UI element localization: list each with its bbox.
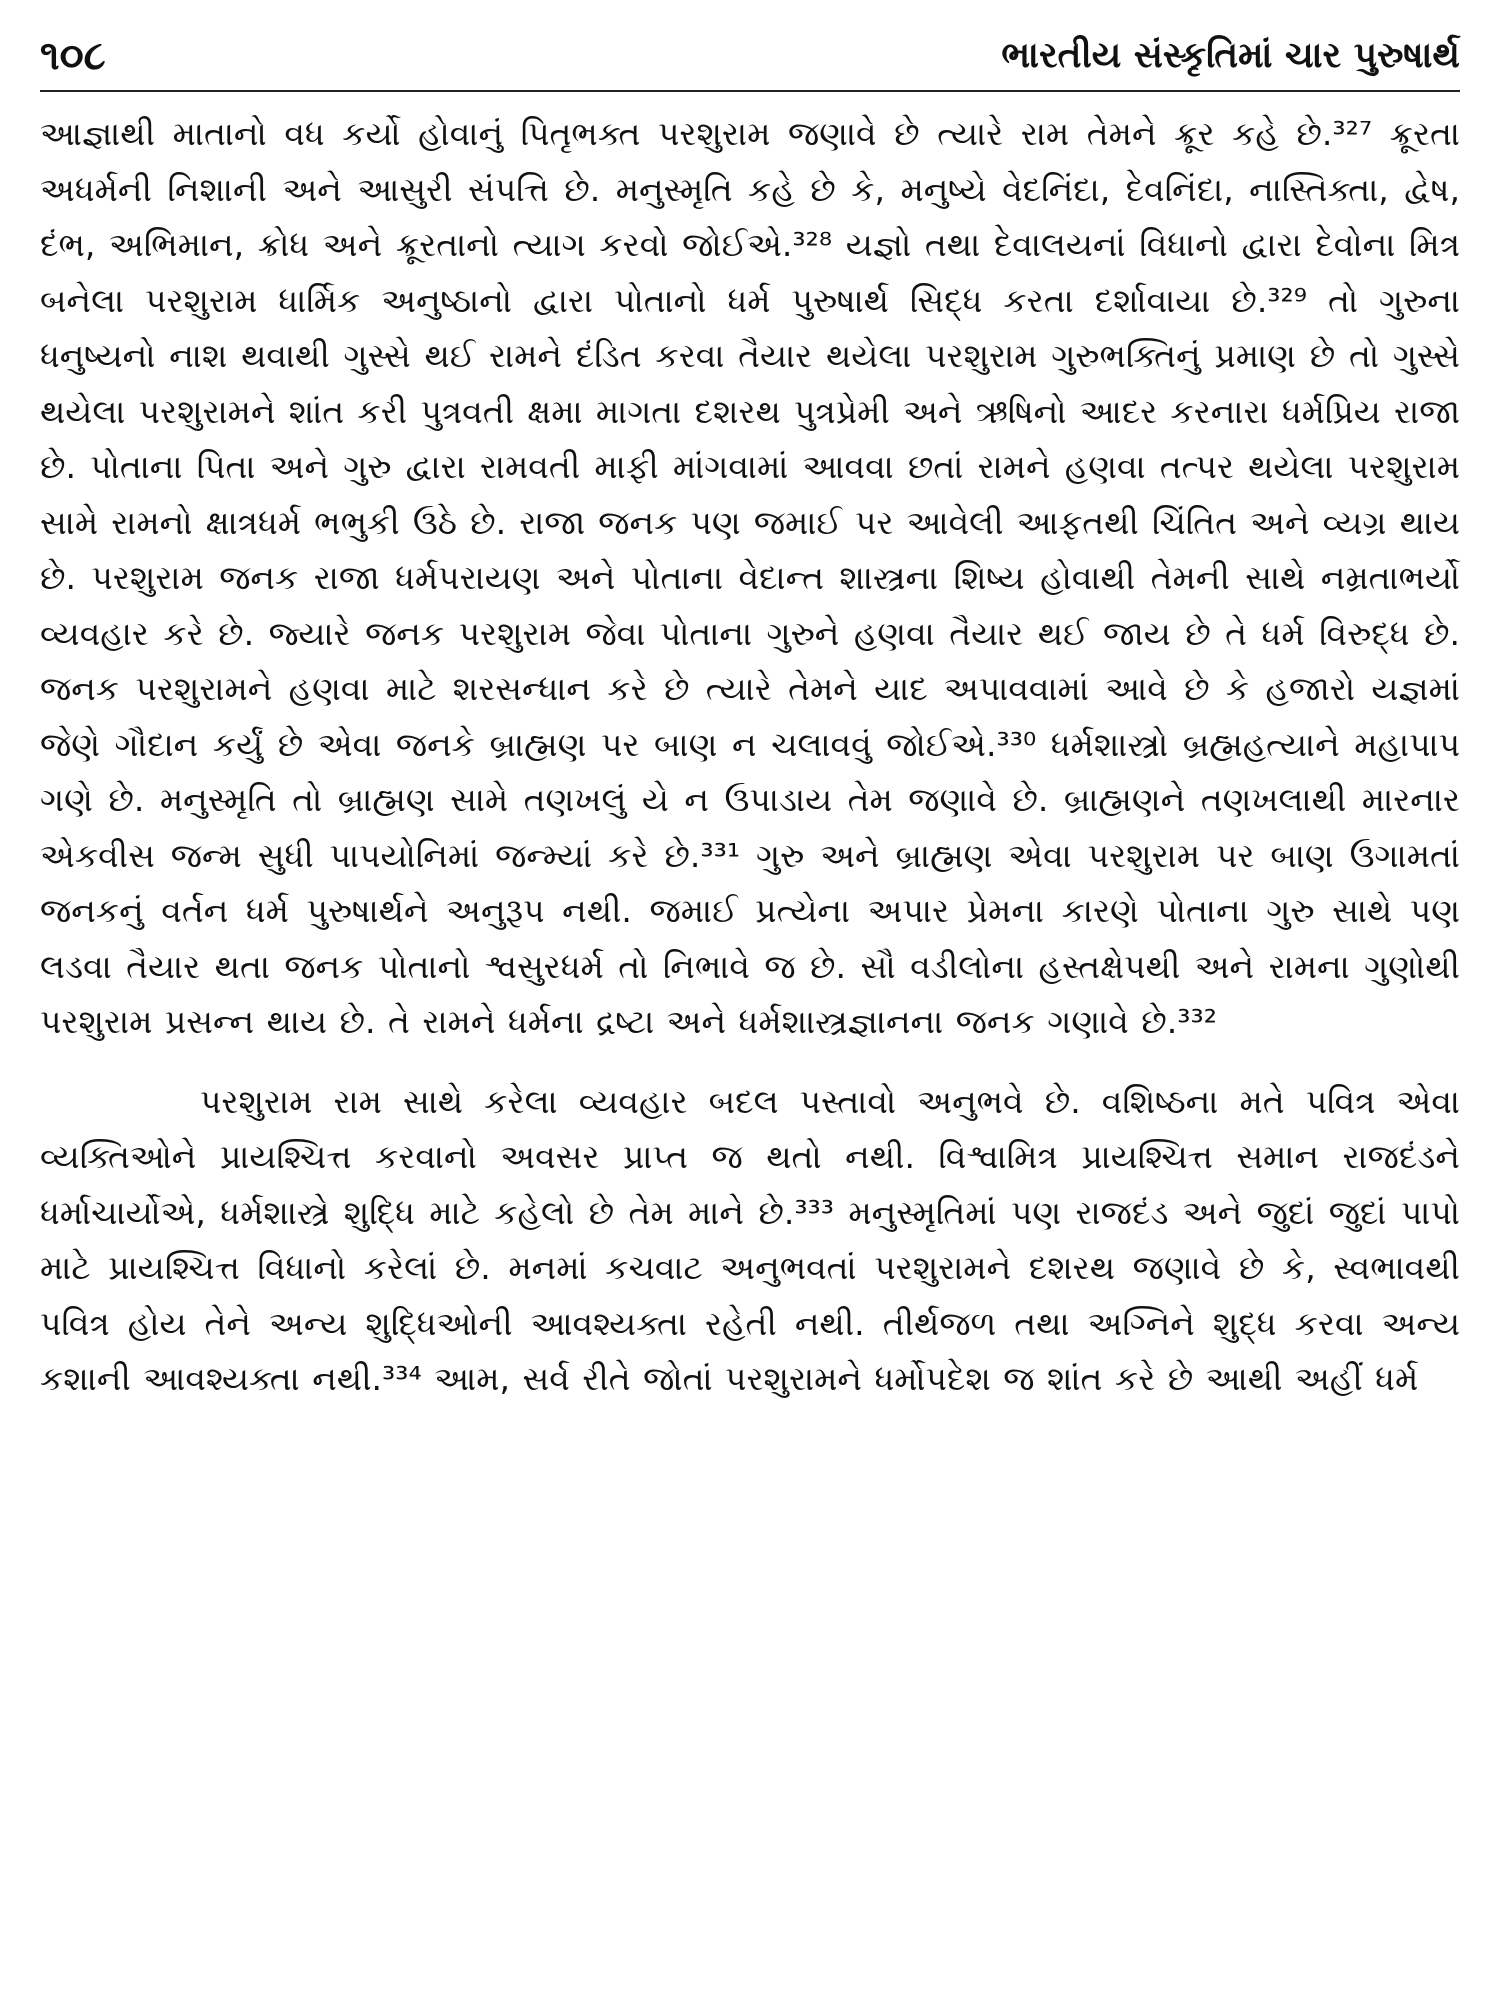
paragraph-1: આજ્ઞાથી માતાનો વધ કર્યો હોવાનું પિતૃભક્ત પરશુરામ જણાવે છે ત્યારે રામ તેમને ક્રૂર કહે છે.³²⁷ ક્રૂરતા અધર્મની નિશાની અને આસુરી સંપત્તિ છે. મનુસ્મૃતિ કહે છે કે, મનુષ્યે વેદનિંદા, દેવનિંદા, નાસ્તિક્તા, દ્વેષ, દંભ, અભિમાન, ક્રોધ અને ક્રૂરતાનો ત્યાગ કરવો જોઈએ.³²⁸ યજ્ઞો તથા દેવાલયનાં વિધાનો દ્વારા દેવોના મિત્ર બનેલા પરશુરામ ધાર્મિક અનુષ્ઠાનો દ્વારા પોતાનો ધર્મ પુરુષાર્થ સિદ્ધ કરતા દર્શાવાયા છે.³²⁹ તો ગુરુના ધનુષ્યનો નાશ થવાથી ગુસ્સે થઈ રામને દંડિત કરવા તૈયાર થયેલા પરશુરામ ગુરુભક્તિનું પ્રમાણ છે તો ગુસ્સે થયેલા પરશુરામને શાંત કરી પુત્રવતી ક્ષમા માગતા દશરથ પુત્રપ્રેમી અને ઋષિનો આદર કરનારા ધર્મપ્રિય રાજા છે. પોતાના પિતા અને ગુરુ દ્વારા રામવતી માફી માંગવામાં આવવા છતાં રામને હણવા તત્પર થયેલા પરશુરામ સામે રામનો ક્ષાત્રધર્મ ભભુકી ઉઠે છે. રાજા જનક પણ જમાઈ પર આવેલી આફતથી ચિંતિત અને વ્યગ્ર થાય છે. પરશુરામ જનક રાજા ધર્મપરાયણ અને પોતાના વેદાન્ત શાસ્ત્રના શિષ્ય હોવાથી તેમની સાથે નમ્રતાભર્યો વ્યવહાર કરે છે. જ્યારે જનક પરશુરામ જેવા પોતાના ગુરુને હણવા તૈયાર થઈ જાય છે તે ધર્મ વિરુદ્ધ છે. જનક પરશુરામને હણવા માટે શરસન્ધાન કરે છે ત્યારે તેમને યાદ અપાવવામાં આવે છે કે હજારો યજ્ઞમાં જેણે ગૌદાન કર્યું છે એવા જનકે બ્રાહ્મણ પર બાણ ન ચલાવવું જોઈએ.³³⁰ ધર્મશાસ્ત્રો બ્રહ્મહત્યાને મહાપાપ ગણે છે. મનુસ્મૃતિ તો બ્રાહ્મણ સામે તણખલું યે ન ઉપાડાય તેમ જણાવે છે. બ્રાહ્મણને તણખલાથી મારનાર એકવીસ જન્મ સુધી પાપયોનિમાં જન્મ્યાં કરે છે.³³¹ ગુરુ અને બ્રાહ્મણ એવા પરશુરામ પર બાણ ઉગામતાં જનકનું વર્તન ધર્મ પુરુષાર્થને અનુરૂપ નથી. જમાઈ પ્રત્યેના અપાર પ્રેમના કારણે પોતાના ગુરુ સાથે પણ લડવા તૈયાર થતા જનક પોતાનો શ્વસુરધર્મ તો નિભાવે જ છે. સૌ વડીલોના હસ્તક્ષેપથી અને રામના ગુણોથી પરશુરામ પ્રસન્ન થાય છે. તે રામને ધર્મના દ્રષ્ટા અને ધર્મશાસ્ત્રજ્ઞાનના જનક ગણાવે છે.³³² bbox=[40, 114, 1460, 1041]
paragraph-2: પરશુરામ રામ સાથે કરેલા વ્યવહાર બદલ પસ્તાવો અનુભવે છે. વશિષ્ઠના મતે પવિત્ર એવા વ્યક્તિઓને પ્રાયશ્ચિત્ત કરવાનો અવસર પ્રાપ્ત જ થતો નથી. વિશ્વામિત્ર પ્રાયશ્ચિત્ત સમાન રાજદંડને ધર્માચાર્યોએ, ધર્મશાસ્ત્રે શુદ્ધિ માટે કહેલો છે તેમ માને છે.³³³ મનુસ્મૃતિમાં પણ રાજદંડ અને જુદાં જુદાં પાપો માટે પ્રાયશ્ચિત્ત વિધાનો કરેલાં છે. મનમાં કચવાટ અનુભવતાં પરશુરામને દશરથ જણાવે છે કે, સ્વભાવથી પવિત્ર હોય તેને અન્ય શુદ્ધિઓની આવશ્યક્તા રહેતી નથી. તીર્થજળ તથા અગ્નિને શુદ્ધ કરવા અન્ય કશાની આવશ્યક્તા નથી.³³⁴ આમ, સર્વ રીતે જોતાં પરશુરામને ધર્મોપદેશ જ શાંત કરે છે આથી અહીં ધર્મ bbox=[40, 1081, 1460, 1398]
page-number: ૧૦૮ bbox=[40, 33, 106, 79]
book-page bbox=[40, 28, 1460, 1978]
page-body bbox=[40, 106, 1460, 1407]
running-title: ભારતીય સંસ્કૃતિમાં ચાર પુરુષાર્થ bbox=[1001, 35, 1460, 76]
page-header bbox=[40, 28, 1460, 92]
